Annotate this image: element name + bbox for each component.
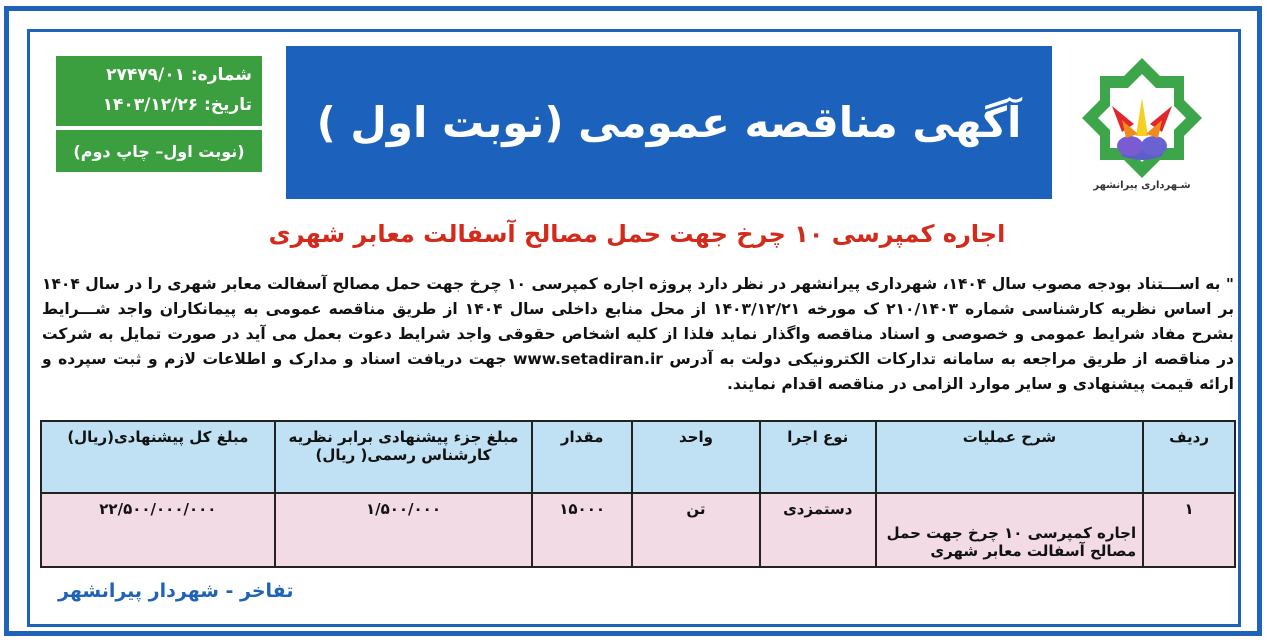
tender-subject: اجاره کمپرسی ۱۰ چرخ جهت حمل مصالح آسفالت معابر شهری: [268, 220, 1006, 248]
cell-operation: اجاره کمپرسی ۱۰ چرخ جهت حمل مصالح آسفالت معابر شهری: [876, 493, 1143, 567]
table-row: [41, 493, 1235, 567]
header-row-no: ردیف: [1143, 421, 1235, 493]
cell-quantity: ۱۵۰۰۰: [532, 493, 632, 567]
mayor-signature: تفاخر - شهردار پیرانشهر: [58, 580, 294, 602]
inner-frame: [27, 29, 1241, 627]
tender-body-text: " به اســـتناد بودجه مصوب سال ۱۴۰۴، شهرداری پیرانشهر در نظر دارد پروژه اجاره کمپرسی ۱۰ چرخ جهت حمل مصالح آسفالت معابر شهری را در سال ۱۴۰۴ بر اساس نظریه کارشناسی شماره ۲۱۰/۱۴۰۳ ک مورخه ۱۴۰۳/۱۲/۲۱ از محل منابع داخلی سال ۱۴۰۴ از طریق مناقصه عمومی به پیمانکاران واجد شـــرایط بشرح مفاد شرایط عمومی و خصوصی و اسناد مناقصه واگذار نماید فلذا از کلیه اشخاص حقوقی واجد شرایط دعوت بعمل می آید در صورت تمایل به شرکت در مناقصه از طریق مراجعه به سامانه تدارکات الکترونیکی دولت به آدرس www.setadiran.ir جهت دریافت اسناد و مدارک و اطلاعات لازم و ثبت سپرده و ارائه قیمت پیشنهادی و سایر موارد الزامی در مناقصه اقدام نمایند.: [42, 275, 1235, 393]
municipality-logo-icon: [1078, 54, 1206, 194]
cell-total-price: ۲۲/۵۰۰/۰۰۰/۰۰۰: [41, 493, 275, 567]
outer-frame: [4, 6, 1262, 636]
header-operation: شرح عملیات: [876, 421, 1143, 493]
header-unit: واحد: [632, 421, 760, 493]
reference-date: تاریخ: ۱۴۰۳/۱۲/۲۶: [102, 95, 252, 115]
header-exec-type: نوع اجرا: [760, 421, 876, 493]
title-banner: [286, 46, 1052, 199]
table-header-row: [41, 421, 1235, 493]
cell-unit-price: ۱/۵۰۰/۰۰۰: [275, 493, 532, 567]
page-title: آگهی مناقصه عمومی (نوبت اول ): [316, 98, 1022, 147]
edition-label: (نوبت اول– چاپ دوم): [73, 141, 245, 161]
operations-table: [40, 420, 1236, 568]
reference-number: شماره: ۲۷۴۷۹/۰۱: [106, 65, 252, 85]
cell-exec-type: دستمزدی: [760, 493, 876, 567]
cell-row-no: ۱: [1143, 493, 1235, 567]
logo-caption: شـهرداری پیرانشهر: [1093, 180, 1191, 191]
cell-unit: تن: [632, 493, 760, 567]
header-unit-price: مبلغ جزء پیشنهادی برابر نظریه کارشناس رسمی( ریال): [275, 421, 532, 493]
header-quantity: مقدار: [532, 421, 632, 493]
header-total-price: مبلغ کل پیشنهادی(ریال): [41, 421, 275, 493]
reference-info-box: [56, 56, 262, 126]
edition-badge: [56, 130, 262, 172]
